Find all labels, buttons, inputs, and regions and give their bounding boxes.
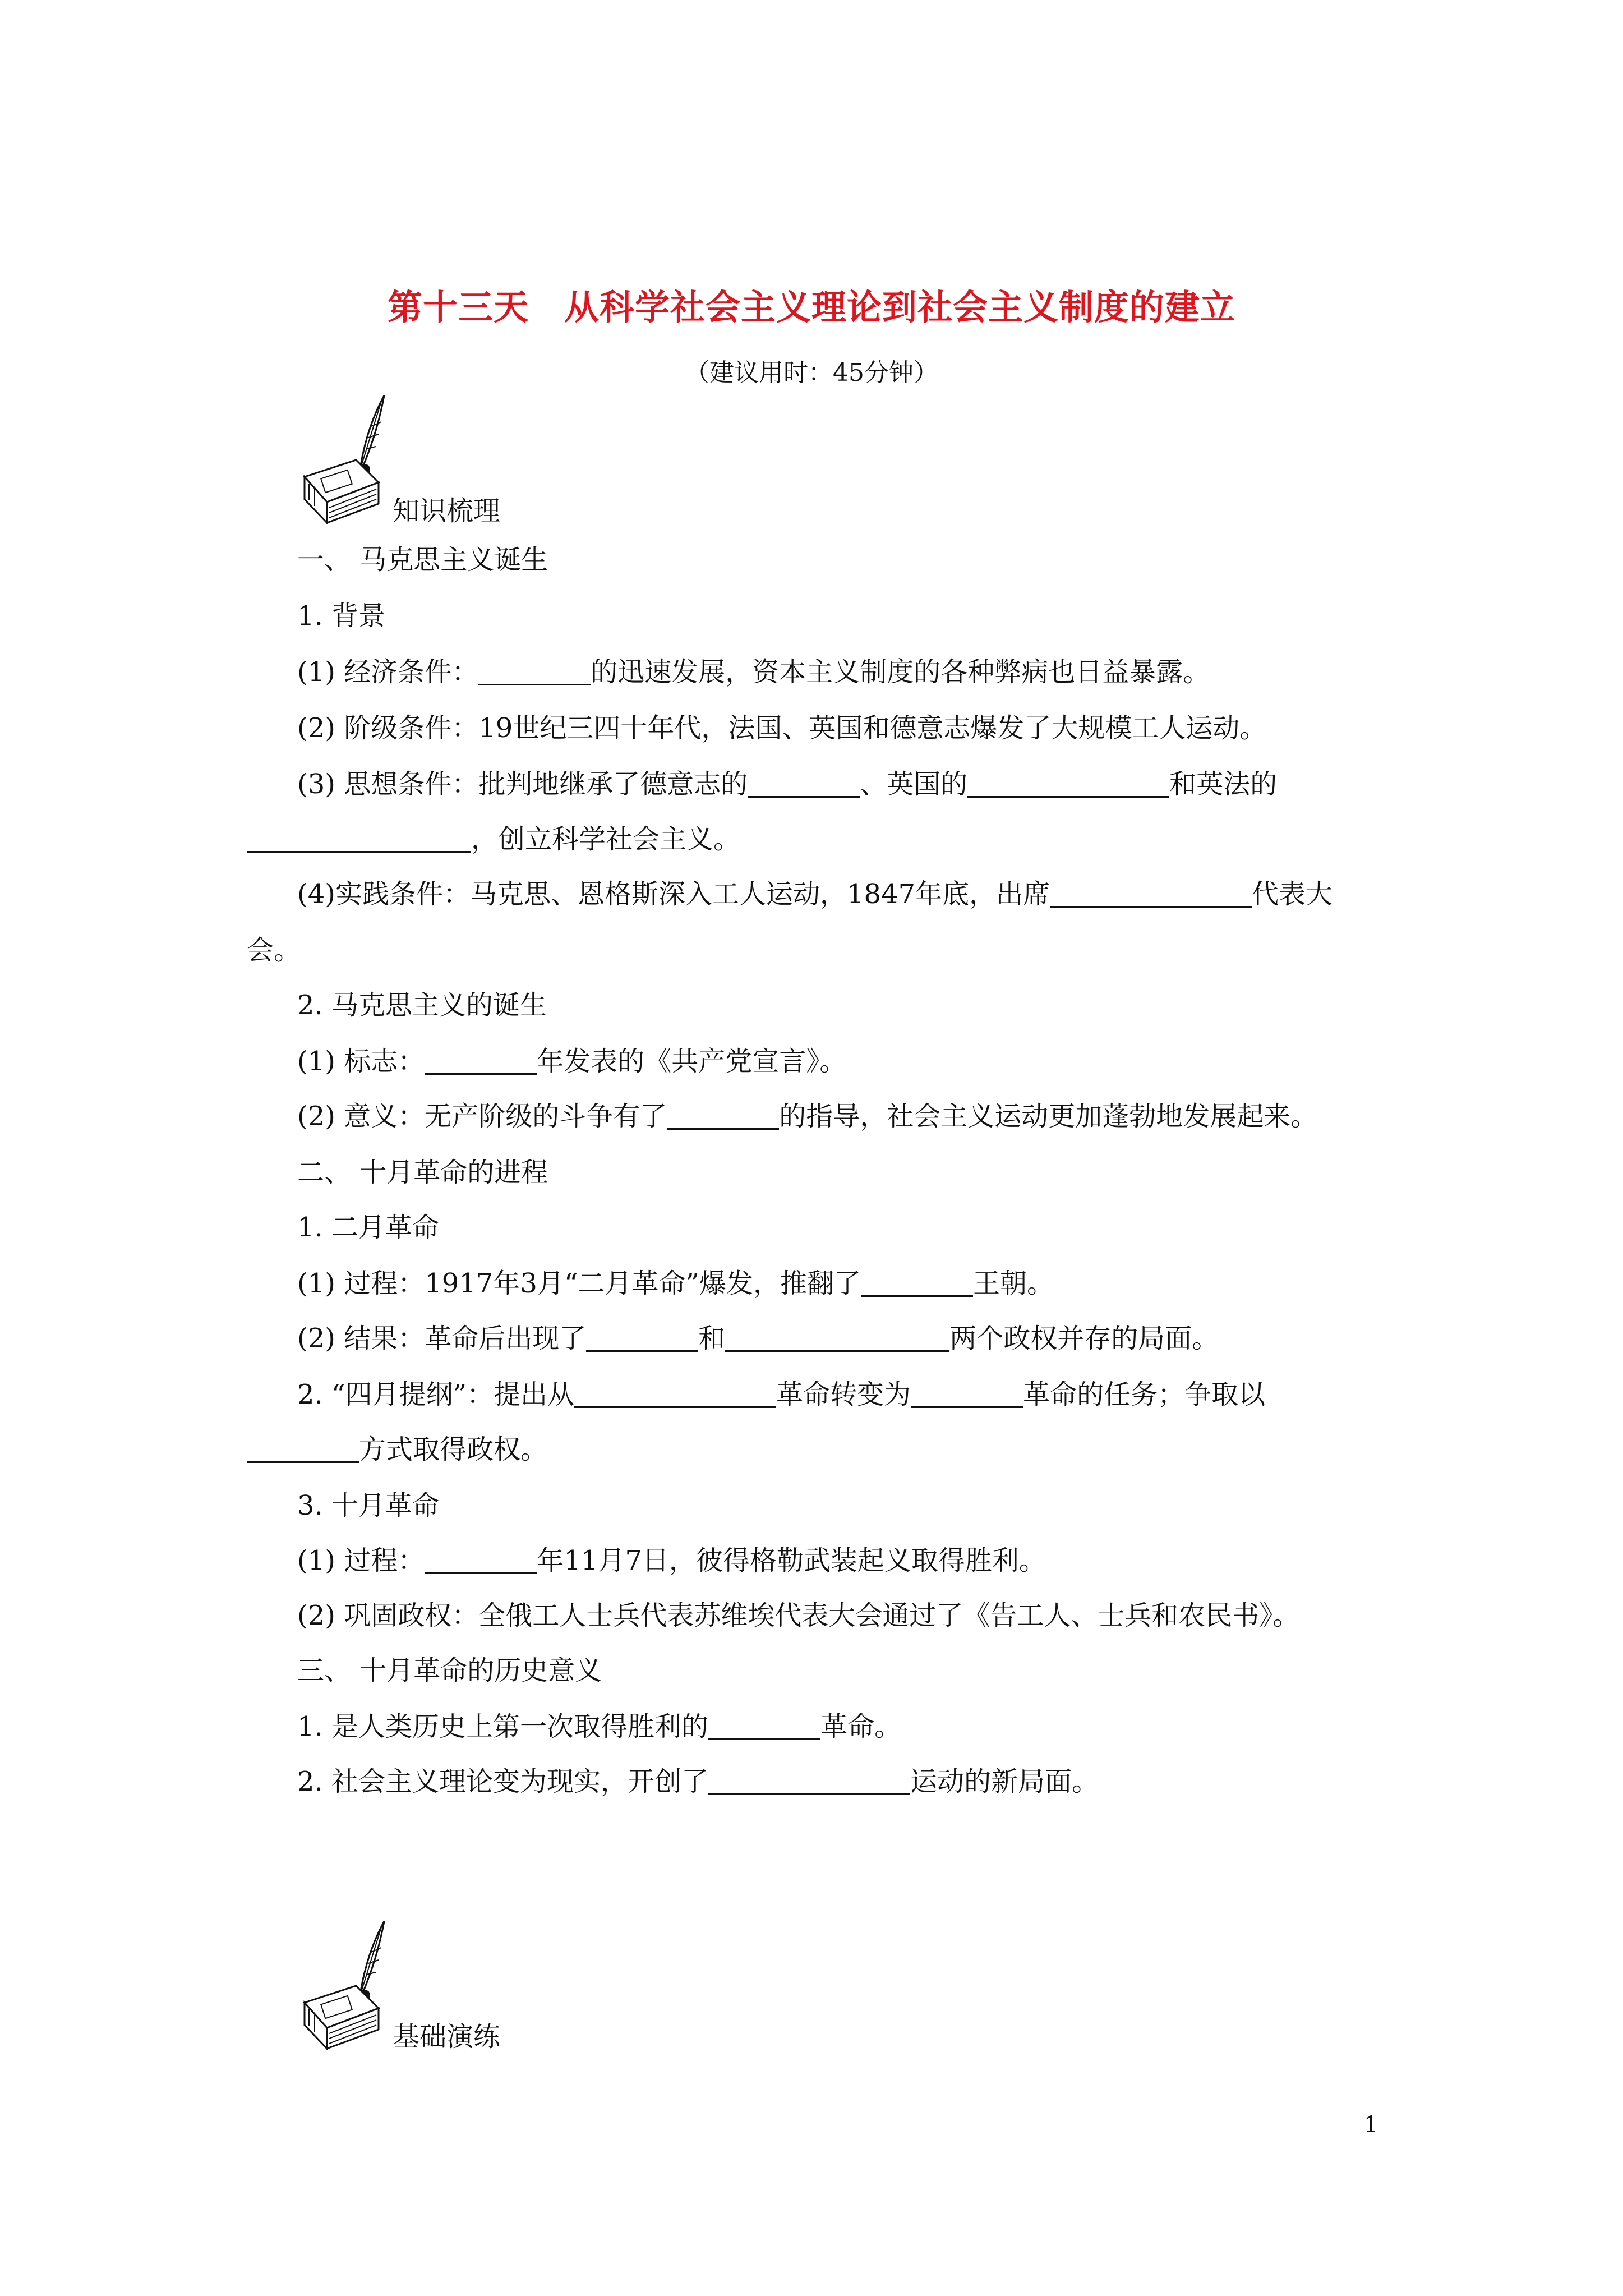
item-thought-cont: ，创立科学社会主义。 <box>247 823 740 855</box>
blank-line <box>586 1326 698 1352</box>
item-feb-result: (2) 结果：革命后出现了 和 两个政权并存的局面。 <box>297 1323 1219 1354</box>
item-mark: (1) 标志： 年发表的《共产党宣言》。 <box>297 1046 847 1077</box>
subheading-2-1: 1. 二月革命 <box>297 1212 440 1243</box>
item-class: (2) 阶级条件：19世纪三四十年代，法国、英国和德意志爆发了大规模工人运动。 <box>297 712 1267 744</box>
item-significance-2: 2. 社会主义理论变为现实，开创了 运动的新局面。 <box>297 1766 1099 1797</box>
book-with-quill-icon <box>300 1918 390 2053</box>
item-oct-consolidate: (2) 巩固政权：全俄工人士兵代表苏维埃代表大会通过了《告工人、士兵和农民书》。 <box>297 1600 1300 1631</box>
blank-line <box>1050 881 1252 908</box>
blank-line <box>708 1714 820 1740</box>
blank-line <box>247 1437 359 1463</box>
item-practice-cont: 会。 <box>247 935 301 966</box>
subheading-1-2: 2. 马克思主义的诞生 <box>297 990 547 1021</box>
page-number: 1 <box>1364 2112 1378 2138</box>
heading-1: 一、 马克思主义诞生 <box>297 544 548 576</box>
heading-3: 三、 十月革命的历史意义 <box>297 1655 602 1686</box>
subheading-2-3: 3. 十月革命 <box>297 1490 440 1521</box>
item-meaning: (2) 意义：无产阶级的斗争有了 的指导，社会主义运动更加蓬勃地发展起来。 <box>297 1101 1318 1132</box>
heading-2: 二、 十月革命的进程 <box>297 1157 548 1188</box>
blank-line <box>425 1048 537 1075</box>
blank-line <box>708 1769 910 1795</box>
blank-line <box>667 1103 779 1130</box>
item-april-theses-cont: 方式取得政权。 <box>247 1434 547 1465</box>
section-label-knowledge: 知识梳理 <box>393 495 501 527</box>
item-feb-process: (1) 过程：1917年3月“二月革命”爆发，推翻了 王朝。 <box>297 1268 1054 1299</box>
item-economic: (1) 经济条件： 的迅速发展，资本主义制度的各种弊病也日益暴露。 <box>297 656 1210 688</box>
blank-line <box>574 1382 776 1408</box>
item-practice: (4)实践条件：马克思、恩格斯深入工人运动，1847年底，出席 代表大 <box>297 878 1333 910</box>
book-with-quill-icon <box>300 393 390 527</box>
subheading-1-1: 1. 背景 <box>297 600 386 632</box>
item-oct-process: (1) 过程： 年11月7日，彼得格勒武装起义取得胜利。 <box>297 1545 1046 1576</box>
blank-line <box>911 1382 1023 1408</box>
item-significance-1: 1. 是人类历史上第一次取得胜利的 革命。 <box>297 1711 902 1742</box>
section-label-practice: 基础演练 <box>393 2021 501 2053</box>
blank-line <box>247 826 471 853</box>
blank-line <box>725 1326 949 1352</box>
item-thought: (3) 思想条件：批判地继承了德意志的 、英国的 和英法的 <box>297 769 1278 800</box>
item-april-theses: 2. “四月提纲”：提出从 革命转变为 革命的任务；争取以 <box>297 1379 1266 1410</box>
blank-line <box>748 771 860 798</box>
blank-line <box>478 659 591 685</box>
page-subtitle: （建议用时：45分钟） <box>685 358 938 387</box>
blank-line <box>861 1271 973 1297</box>
page-title: 第十三天 从科学社会主义理论到社会主义制度的建立 <box>387 287 1235 328</box>
blank-line <box>425 1548 537 1574</box>
blank-line <box>967 771 1169 798</box>
